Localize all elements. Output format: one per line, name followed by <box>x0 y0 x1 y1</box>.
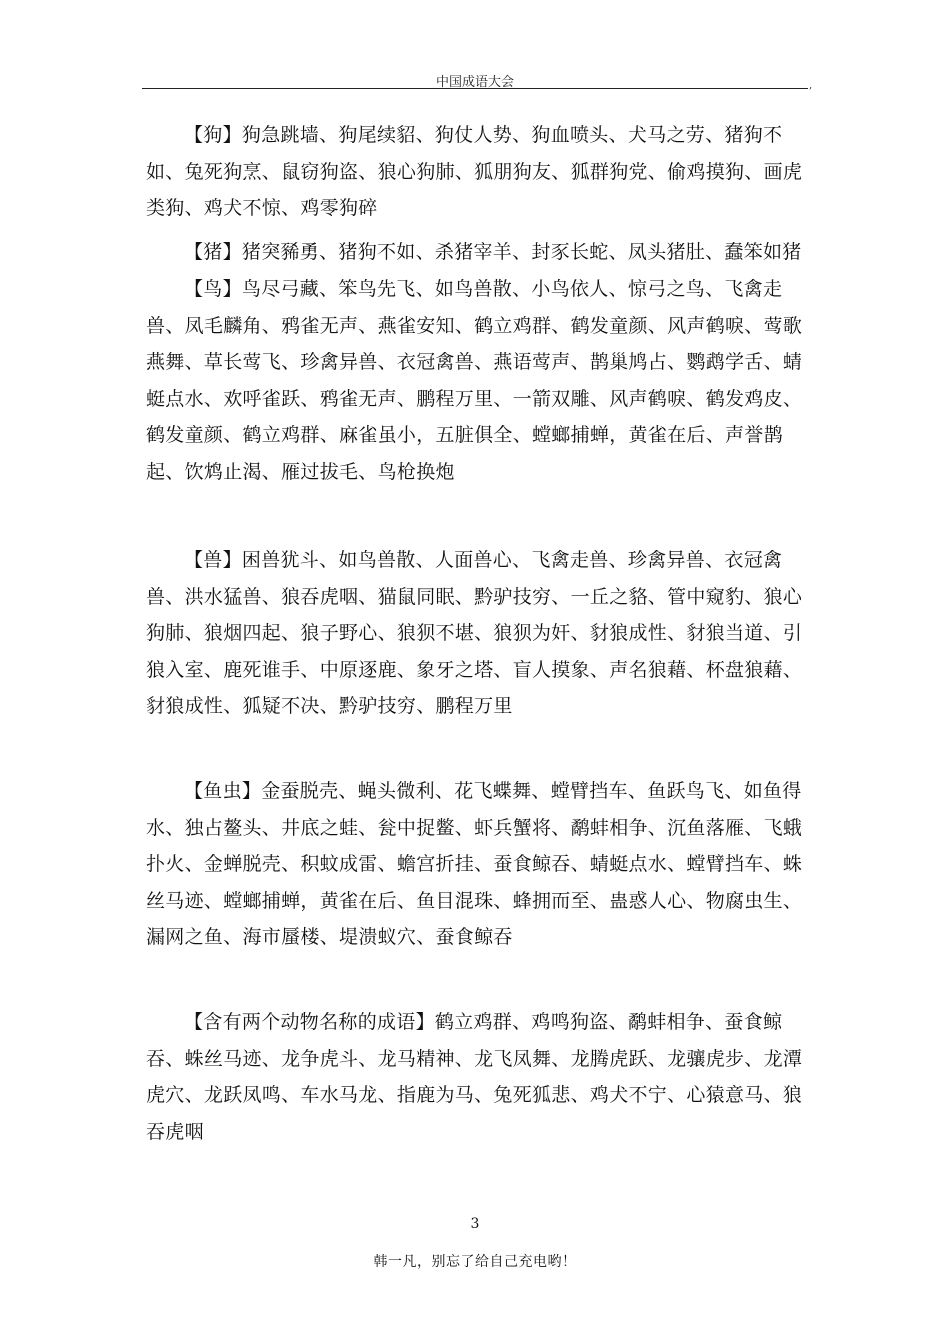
section-bird <box>146 271 814 490</box>
section-label: 【兽】 <box>184 549 242 571</box>
section-label: 【狗】 <box>184 124 242 146</box>
section-label: 【鸟】 <box>184 278 242 300</box>
section-fish-insect <box>146 773 814 956</box>
section-text: 鹤立鸡群、鸡鸣狗盗、鹬蚌相争、蚕食鲸吞、蛛丝马迹、龙争虎斗、龙马精神、龙飞凤舞、龙腾虎跃、龙骧虎步、龙潭虎穴、龙跃凤鸣、车水马龙、指鹿为马、兔死狐悲、鸡犬不宁、心猿意马、狼吞虎咽 <box>146 1011 803 1143</box>
section-text: 猪突豨勇、猪狗不如、杀猪宰羊、封豕长蛇、凤头猪肚、蠢笨如猪 <box>241 241 802 263</box>
header-rule <box>142 88 808 89</box>
section-beast <box>146 542 814 725</box>
section-label: 【含有两个动物名称的成语】 <box>184 1011 435 1033</box>
section-dog <box>146 117 814 227</box>
section-two-animals <box>146 1004 814 1150</box>
section-label: 【猪】 <box>184 241 242 263</box>
page-header: 中国成语大会 <box>435 75 514 90</box>
page-footer: 韩一凡，别忘了给自己充电哟！ <box>373 1254 577 1270</box>
section-pig <box>146 234 814 271</box>
section-text: 狗急跳墙、狗尾续貂、狗仗人势、狗血喷头、犬马之劳、猪狗不如、兔死狗烹、鼠窃狗盗、狼心狗肺、狐朋狗友、狐群狗党、偷鸡摸狗、画虎类狗、鸡犬不惊、鸡零狗碎 <box>146 124 803 219</box>
section-text: 金蚕脱壳、蝇头微利、花飞蝶舞、螳臂挡车、鱼跃鸟飞、如鱼得水、独占鳌头、井底之蛙、瓮中捉鳖、虾兵蟹将、鹬蚌相争、沉鱼落雁、飞蛾扑火、金蝉脱壳、积蚊成雷、蟾宫折挂、蚕食鲸吞、蜻蜓点水、螳臂挡车、蛛丝马迹、螳螂捕蝉，黄雀在后、鱼目混珠、蜂拥而至、蛊惑人心、物腐虫生、漏网之鱼、海市蜃楼、堤溃蚁穴、蚕食鲸吞 <box>146 780 803 948</box>
section-text: 困兽犹斗、如鸟兽散、人面兽心、飞禽走兽、珍禽异兽、衣冠禽兽、洪水猛兽、狼吞虎咽、猫鼠同眠、黔驴技穷、一丘之貉、管中窥豹、狼心狗肺、狼烟四起、狼子野心、狼狈不堪、狼狈为奸、豺狼成性、豺狼当道、引狼入室、鹿死谁手、中原逐鹿、象牙之塔、盲人摸象、声名狼藉、杯盘狼藉、豺狼成性、狐疑不决、黔驴技穷、鹏程万里 <box>146 549 803 717</box>
header-mark: , <box>809 80 813 91</box>
section-text: 鸟尽弓藏、笨鸟先飞、如鸟兽散、小鸟依人、惊弓之鸟、飞禽走兽、凤毛麟角、鸦雀无声、燕雀安知、鹤立鸡群、鹤发童颜、风声鹤唳、莺歌燕舞、草长莺飞、珍禽异兽、衣冠禽兽、燕语莺声、鹊巢鸠占、鹦鹉学舌、蜻蜓点水、欢呼雀跃、鸦雀无声、鹏程万里、一箭双雕、风声鹤唳、鹤发鸡皮、鹤发童颜、鹤立鸡群、麻雀虽小，五脏俱全、螳螂捕蝉，黄雀在后、声誉鹊起、饮鸩止渴、雁过拔毛、鸟枪换炮 <box>146 278 803 483</box>
section-label: 【鱼虫】 <box>184 780 262 802</box>
page-number: 3 <box>470 1216 480 1232</box>
